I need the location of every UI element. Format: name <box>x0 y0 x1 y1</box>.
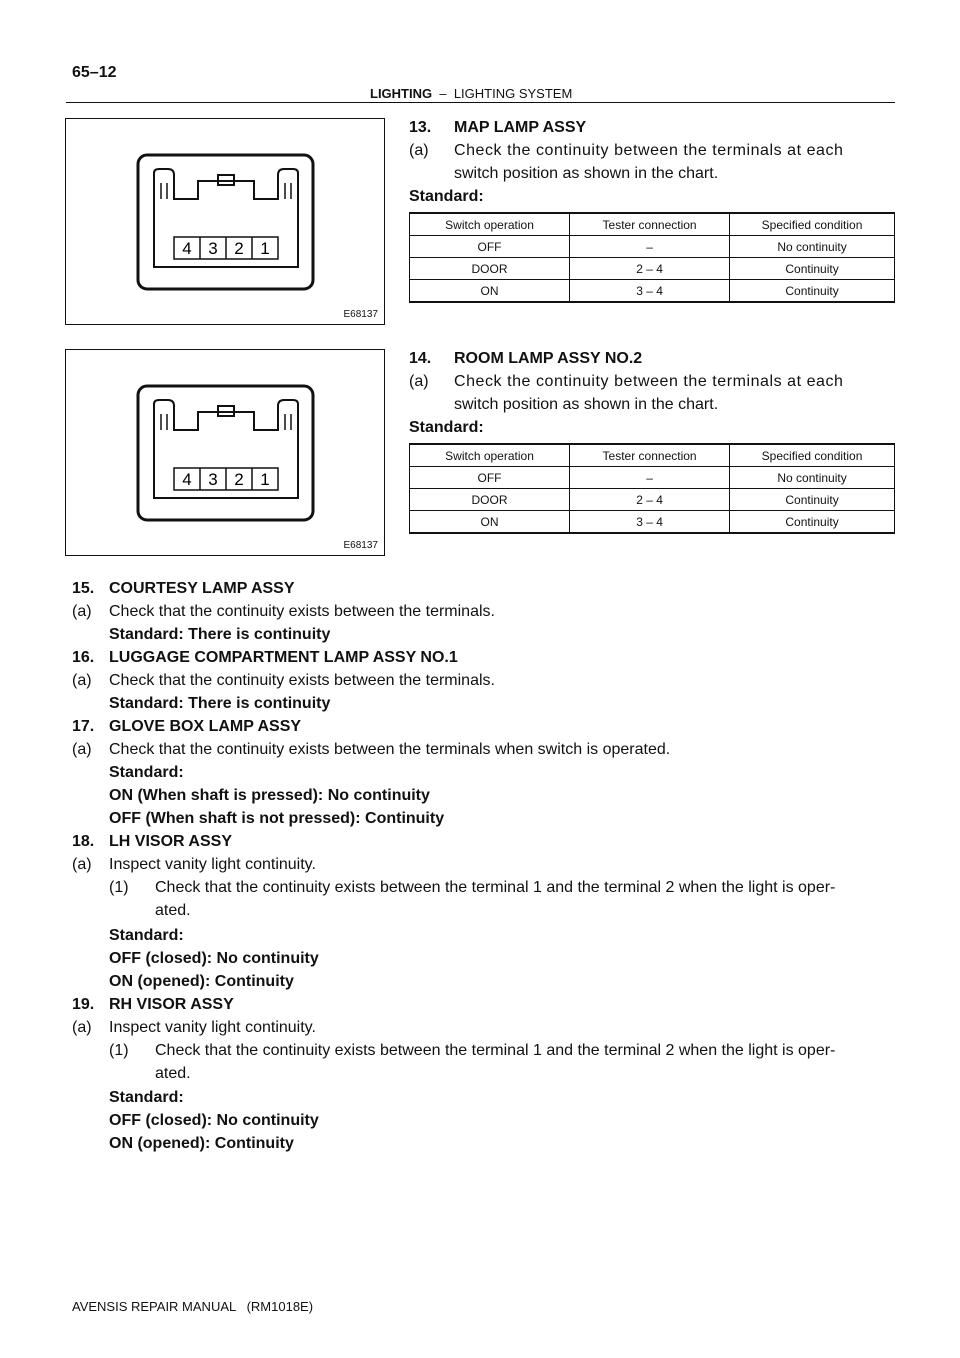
item-19-title: RH VISOR ASSY <box>109 996 234 1013</box>
item-13-standard-label: Standard: <box>409 188 484 205</box>
table-cell: 3 – 4 <box>570 511 730 534</box>
subsection-name: LIGHTING SYSTEM <box>453 86 573 101</box>
item-18-number: 18. <box>72 833 95 850</box>
table-cell: ON <box>410 280 570 303</box>
table-cell: – <box>570 467 730 489</box>
item-19-sub-line1: Check that the continuity exists between the terminal 1 and the terminal 2 when the light is oper- <box>155 1042 836 1059</box>
item-17-number: 17. <box>72 718 95 735</box>
table-header-cell: Tester connection <box>570 213 730 236</box>
table-cell: DOOR <box>410 258 570 280</box>
terminal-3: 3 <box>208 470 218 489</box>
table-row <box>410 511 895 534</box>
footer-manual-id: AVENSIS REPAIR MANUAL (RM1018E) <box>72 1299 314 1314</box>
item-17-standard-on: ON (When shaft is pressed): No continuity <box>109 787 430 804</box>
item-17-standard: Standard: <box>109 764 184 781</box>
table-header-cell: Specified condition <box>730 213 895 236</box>
terminal-2: 2 <box>234 470 244 489</box>
section-separator: – <box>439 86 447 101</box>
connector-figure-room-lamp <box>65 349 385 556</box>
item-13-step-a-label: (a) <box>409 142 429 159</box>
item-15-title: COURTESY LAMP ASSY <box>109 580 295 597</box>
table-row <box>410 489 895 511</box>
item-16-a-text: Check that the continuity exists between the terminals. <box>109 672 495 689</box>
item-16-number: 16. <box>72 649 95 666</box>
terminal-4: 4 <box>182 239 192 258</box>
item-16-standard: Standard: There is continuity <box>109 695 331 712</box>
table-header-row <box>410 444 895 467</box>
item-18-a-label: (a) <box>72 856 92 873</box>
terminal-3: 3 <box>208 239 218 258</box>
table-cell: No continuity <box>730 236 895 258</box>
item-17-a-label: (a) <box>72 741 92 758</box>
table-row <box>410 280 895 303</box>
item-14-standard-label: Standard: <box>409 419 484 436</box>
table-cell: No continuity <box>730 467 895 489</box>
table-cell: – <box>570 236 730 258</box>
table-cell: Continuity <box>730 511 895 534</box>
item-19-number: 19. <box>72 996 95 1013</box>
item-title: MAP LAMP ASSY <box>454 119 587 136</box>
table-header-cell: Specified condition <box>730 444 895 467</box>
table-row <box>410 236 895 258</box>
table-header-cell: Switch operation <box>410 444 570 467</box>
item-13-step-a-line2: switch position as shown in the chart. <box>454 165 719 182</box>
table-header-row <box>410 213 895 236</box>
table-cell: Continuity <box>730 489 895 511</box>
item-18-standard-on: ON (opened): Continuity <box>109 973 294 990</box>
section-name: LIGHTING <box>370 86 433 101</box>
page-number: 65–12 <box>72 64 117 81</box>
item-18-standard: Standard: <box>109 927 184 944</box>
item-18-a-text: Inspect vanity light continuity. <box>109 856 316 873</box>
terminal-1: 1 <box>260 470 270 489</box>
table-cell: 2 – 4 <box>570 489 730 511</box>
item-number: 14. <box>409 350 432 367</box>
item-19-standard-on: ON (opened): Continuity <box>109 1135 294 1152</box>
table-cell: 3 – 4 <box>570 280 730 303</box>
table-header-cell: Switch operation <box>410 213 570 236</box>
item-15-a-text: Check that the continuity exists between the terminals. <box>109 603 495 620</box>
spec-table-room-lamp <box>409 443 895 534</box>
item-19-sub-line2: ated. <box>155 1065 191 1082</box>
terminal-2: 2 <box>234 239 244 258</box>
table-cell: ON <box>410 511 570 534</box>
item-14-step-a-line2: switch position as shown in the chart. <box>454 396 719 413</box>
table-cell: 2 – 4 <box>570 258 730 280</box>
table-cell: OFF <box>410 467 570 489</box>
item-15-standard: Standard: There is continuity <box>109 626 331 643</box>
item-16-a-label: (a) <box>72 672 92 689</box>
item-19-sub-label: (1) <box>109 1042 129 1059</box>
item-14-step-a-label: (a) <box>409 373 429 390</box>
figure-code: E68137 <box>343 540 378 551</box>
item-17-standard-off: OFF (When shaft is not pressed): Continuity <box>109 810 445 827</box>
terminal-4: 4 <box>182 470 192 489</box>
terminal-1: 1 <box>260 239 270 258</box>
table-cell: Continuity <box>730 280 895 303</box>
terminal-labels <box>174 237 278 259</box>
terminal-labels <box>174 468 278 490</box>
connector-figure-map-lamp <box>65 118 385 325</box>
item-19-a-text: Inspect vanity light continuity. <box>109 1019 316 1036</box>
item-13-step-a-line1: Check the continuity between the terminals at each <box>454 142 844 159</box>
table-cell: DOOR <box>410 489 570 511</box>
item-14-heading <box>409 349 643 369</box>
table-row <box>410 258 895 280</box>
item-number: 13. <box>409 119 432 136</box>
item-18-sub-label: (1) <box>109 879 129 896</box>
connector-diagram <box>66 350 383 554</box>
item-18-sub-line2: ated. <box>155 902 191 919</box>
item-17-title: GLOVE BOX LAMP ASSY <box>109 718 302 735</box>
item-17-a-text: Check that the continuity exists between the terminals when switch is operated. <box>109 741 671 758</box>
table-header-cell: Tester connection <box>570 444 730 467</box>
table-cell: OFF <box>410 236 570 258</box>
item-title: ROOM LAMP ASSY NO.2 <box>454 350 643 367</box>
item-18-standard-off: OFF (closed): No continuity <box>109 950 319 967</box>
item-14-step-a-line1: Check the continuity between the terminals at each <box>454 373 844 390</box>
item-16-title: LUGGAGE COMPARTMENT LAMP ASSY NO.1 <box>109 649 458 666</box>
item-13-heading <box>409 118 587 138</box>
section-header <box>370 86 572 101</box>
item-15-a-label: (a) <box>72 603 92 620</box>
spec-table-map-lamp <box>409 212 895 303</box>
table-row <box>410 467 895 489</box>
item-19-a-label: (a) <box>72 1019 92 1036</box>
figure-code: E68137 <box>343 309 378 320</box>
header-rule <box>66 102 895 103</box>
item-18-sub-line1: Check that the continuity exists between the terminal 1 and the terminal 2 when the light is oper- <box>155 879 836 896</box>
item-18-title: LH VISOR ASSY <box>109 833 232 850</box>
item-15-number: 15. <box>72 580 95 597</box>
item-19-standard-off: OFF (closed): No continuity <box>109 1112 319 1129</box>
item-19-standard: Standard: <box>109 1089 184 1106</box>
table-cell: Continuity <box>730 258 895 280</box>
connector-diagram <box>66 119 383 323</box>
